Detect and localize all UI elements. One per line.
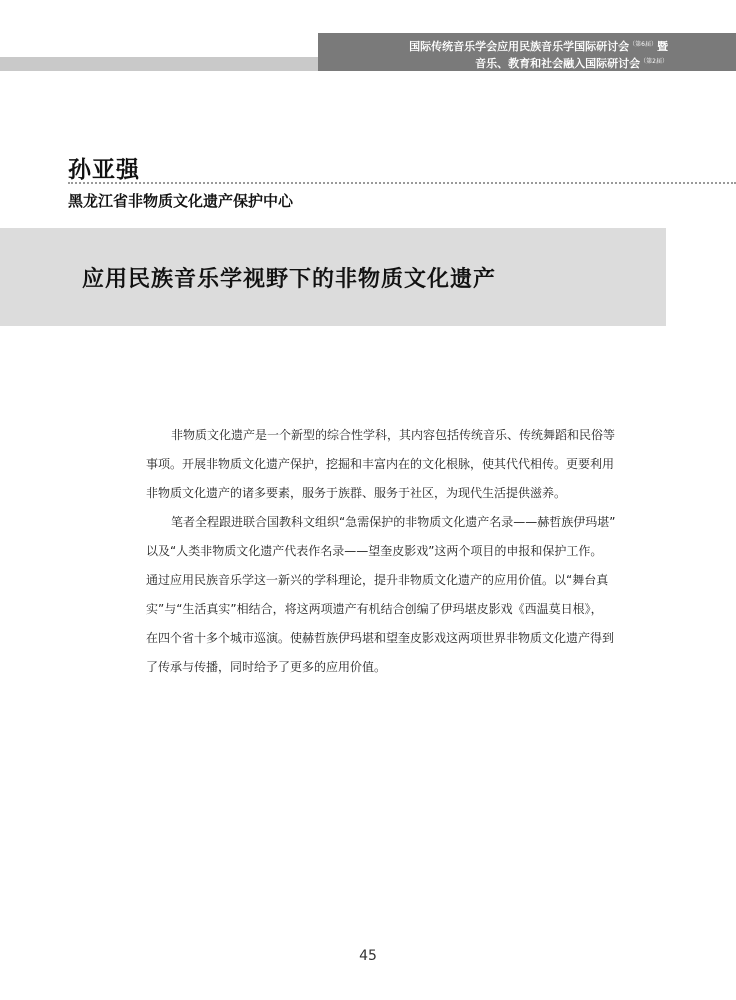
body-line: 通过应用民族音乐学这一新兴的学科理论，提升非物质文化遗产的应用价值。以“舞台真 <box>146 573 609 587</box>
running-header <box>318 33 736 71</box>
body-line: 了传承与传播，同时给予了更多的应用价值。 <box>146 660 387 674</box>
edition-note: （第2届） <box>640 58 668 65</box>
abstract-body <box>146 421 646 682</box>
author-name: 孙亚强 <box>68 156 140 183</box>
body-line: 在四个省十多个城市巡演。使赫哲族伊玛堪和望奎皮影戏这两项世界非物质文化遗产得到 <box>146 631 615 645</box>
body-line: 实”与“生活真实”相结合，将这两项遗产有机结合创编了伊玛堪皮影戏《西温莫日根》， <box>146 602 603 616</box>
running-header-line-1: 国际传统音乐学会应用民族音乐学国际研讨会$^{(第6届)}$暨 <box>409 40 668 53</box>
page-number: 45 <box>359 948 377 964</box>
body-line: 笔者全程跟进联合国教科文组织“急需保护的非物质文化遗产名录——赫哲族伊玛堪” <box>171 515 616 529</box>
body-line: 非物质文化遗产的诸多要素，服务于族群、服务于社区，为现代生活提供滋养。 <box>146 486 567 500</box>
header-gray-strip <box>0 57 366 71</box>
author-affiliation: 黑龙江省非物质文化遗产保护中心 <box>68 192 294 210</box>
edition-note: （第6届） <box>629 41 657 48</box>
dotted-divider <box>68 182 736 184</box>
running-header-line-2: 音乐、教育和社会融入国际研讨会$^{(第2届)}$ <box>475 57 668 70</box>
body-line: 非物质文化遗产是一个新型的综合性学科，其内容包括传统音乐、传统舞蹈和民俗等 <box>171 428 616 442</box>
body-line: 事项。开展非物质文化遗产保护，挖掘和丰富内在的文化根脉，使其代代相传。更要利用 <box>146 457 615 471</box>
article-title: 应用民族音乐学视野下的非物质文化遗产 <box>82 266 497 292</box>
body-line: 以及“人类非物质文化遗产代表作名录——望奎皮影戏”这两个项目的申报和保护工作。 <box>146 544 603 558</box>
